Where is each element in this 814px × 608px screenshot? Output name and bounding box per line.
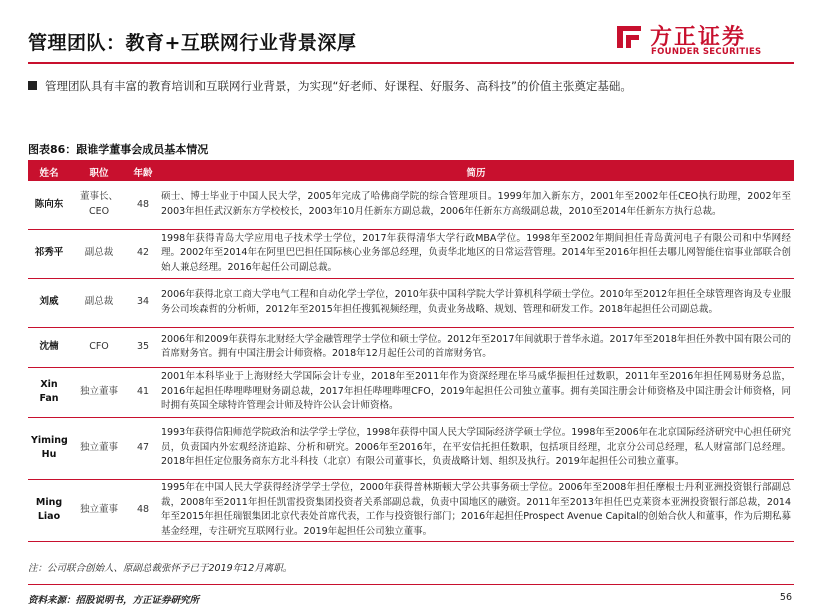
member-bio: 硕士、博士毕业于中国人民大学，2005年完成了哈佛商学院的综合管理项目。1999年加入新东方，2001年至2002年任CEO执行助理，2002年至2003年担任武汉新东方学校校长，2003年10月任新东方副总裁，2006年任新东方高级副总裁，2010至2014年任新东方执行总裁。 [158, 181, 794, 229]
founder-securities-logo [614, 20, 794, 60]
header-age: 年龄 [128, 162, 158, 181]
member-position: 副总裁 [70, 229, 128, 278]
header-name: 姓名 [28, 162, 70, 181]
member-name: 陈向东 [28, 181, 70, 229]
member-age: 47 [128, 417, 158, 479]
title-divider [28, 62, 794, 64]
table-row [28, 229, 794, 278]
board-members-table [28, 162, 794, 542]
table-row [28, 479, 794, 541]
table-row [28, 278, 794, 327]
page-header [0, 0, 814, 62]
member-position: CFO [70, 327, 128, 367]
member-age: 48 [128, 181, 158, 229]
logo-chinese-text: 方正证券 [650, 25, 747, 50]
member-position: 副总裁 [70, 278, 128, 327]
member-bio: 2001年本科毕业于上海财经大学国际会计专业，2018年至2011年作为资深经理在毕马威华振担任过数职，2011年至2016年担任网易财务总监，2016年起担任哔哩哔哩财务副总裁，2017年担任哔哩哔哩CFO，2019年起担任公司独立董事。拥有美国注册会计师资格及中国注册会计师资格，同时拥有英国全球特许管理会计师及特许公认会计师资格。 [158, 367, 794, 417]
page-title: 管理团队：教育+互联网行业背景深厚 [28, 32, 357, 54]
table-header-row [28, 162, 794, 181]
member-age: 41 [128, 367, 158, 417]
founder-logo-icon [614, 22, 644, 52]
table-row [28, 181, 794, 229]
header-position: 职位 [70, 162, 128, 181]
square-bullet-icon [28, 81, 37, 90]
table-row [28, 417, 794, 479]
member-age: 48 [128, 479, 158, 541]
figure-title: 图表86：跟谁学董事会成员基本情况 [28, 143, 209, 156]
table-row [28, 327, 794, 367]
member-name: Xin Fan [28, 367, 70, 417]
member-position: 董事长、 CEO [70, 181, 128, 229]
member-position: 独立董事 [70, 479, 128, 541]
member-name: Yiming Hu [28, 417, 70, 479]
page-number: 56 [779, 592, 792, 603]
member-name: 沈楠 [28, 327, 70, 367]
member-position: 独立董事 [70, 417, 128, 479]
footer-divider [28, 584, 794, 585]
source-citation: 资料来源：招股说明书，方正证券研究所 [28, 595, 200, 606]
member-age: 35 [128, 327, 158, 367]
table-row [28, 367, 794, 417]
member-name: 祁秀平 [28, 229, 70, 278]
member-bio: 1993年获得信阳师范学院政治和法学学士学位，1998年获得中国人民大学国际经济学硕士学位。1998年至2006年在北京国际经济研究中心担任研究员，负责国内外宏观经济追踪、分析和研究。2006年至2016年，在平安信托担任数职，包括项目经理，北京分公司总经理，私人财富部门总经理。2018年担任定位服务商东方北斗科技（北京）有限公司董事长，负责战略计划、组织及执行。2019年起担任公司独立董事。 [158, 417, 794, 479]
member-name: 刘威 [28, 278, 70, 327]
member-bio: 2006年获得北京工商大学电气工程和自动化学士学位，2010年获中国科学院大学计算机科学硕士学位。2010年至2012年担任全球管理咨询及专业服务公司埃森哲的分析师，2012年至2015年担任搜狐视频经理，负责业务战略、规划、管理和研发工作。2018年起担任公司副总裁。 [158, 278, 794, 327]
member-bio: 2006年和2009年获得东北财经大学金融管理学士学位和硕士学位。2012年至2017年间就职于普华永道。2017年至2018年担任外教中国有限公司的首席财务官。拥有中国注册会计师资格。2018年12月起任公司的首席财务官。 [158, 327, 794, 367]
logo-english-text: FOUNDER SECURITIES [651, 47, 762, 57]
member-bio: 1998年获得青岛大学应用电子技术学士学位，2017年获得清华大学行政MBA学位。1998年至2002年期间担任青岛黄河电子有限公司和中华网经理。2002年至2014年在阿里巴巴担任国际核心业务部总经理，负责华北地区的日常运营管理。2014年至2016年担任去哪儿网智能住宿事业部联合创始人兼总经理。2016年起任公司副总裁。 [158, 229, 794, 278]
member-age: 42 [128, 229, 158, 278]
header-bio: 简历 [158, 162, 794, 181]
member-position: 独立董事 [70, 367, 128, 417]
table-footnote: 注：公司联合创始人、原副总裁张怀予已于2019年12月离职。 [28, 563, 293, 574]
member-name: Ming Liao [28, 479, 70, 541]
member-age: 34 [128, 278, 158, 327]
member-bio: 1995年在中国人民大学获得经济学学士学位，2000年获得普林斯顿大学公共事务硕士学位。2006年至2008年担任摩根士丹利亚洲投资银行部副总裁，2008年至2011年担任凯雷投资集团投资者关系部副总裁，负责中国地区的融资。2011年至2013年担任巴克莱资本亚洲投资银行部总裁，2014年至2015年担任瑞银集团北京代表处首席代表，工作与投资银行部门；2016年起担任Prospect Avenue Capital的创始合伙人和董事，作为后期私募基金经理，专注研究互联网行业。2019年起担任公司独立董事。 [158, 479, 794, 541]
summary-bullet [28, 78, 632, 94]
summary-text: 管理团队具有丰富的教育培训和互联网行业背景，为实现“好老师、好课程、好服务、高科技”的价值主张奠定基础。 [45, 79, 632, 93]
